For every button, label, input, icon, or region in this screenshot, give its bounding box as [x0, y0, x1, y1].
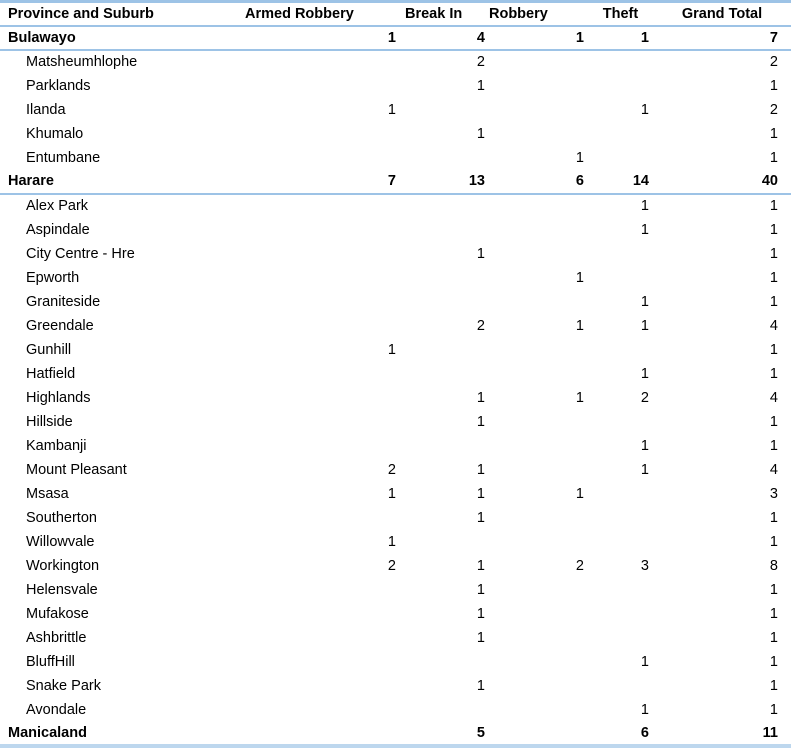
value-cell[interactable]: 1 — [476, 557, 485, 574]
suburb-label-cell[interactable]: Aspindale — [26, 221, 90, 238]
suburb-label-cell[interactable]: Mount Pleasant — [26, 461, 127, 478]
value-cell[interactable]: 1 — [769, 629, 778, 646]
value-cell[interactable]: 1 — [769, 701, 778, 718]
value-cell[interactable]: 1 — [640, 221, 649, 238]
value-cell[interactable]: 1 — [769, 581, 778, 598]
value-cell[interactable] — [588, 50, 653, 74]
value-cell[interactable] — [240, 722, 400, 746]
value-cell[interactable] — [400, 98, 487, 122]
value-cell[interactable]: 1 — [769, 605, 778, 622]
column-header-theft[interactable]: Theft — [588, 2, 653, 26]
value-cell[interactable]: 3 — [640, 557, 649, 574]
value-cell[interactable]: 4 — [769, 461, 778, 478]
table-row — [0, 554, 791, 578]
suburb-label-cell[interactable]: Avondale — [26, 701, 87, 718]
pivot-table-body — [0, 26, 791, 746]
value-cell[interactable]: 2 — [476, 54, 485, 70]
value-cell[interactable]: 7 — [653, 26, 791, 50]
table-row — [0, 122, 791, 146]
value-cell[interactable]: 40 — [653, 170, 791, 194]
suburb-label-cell[interactable]: Graniteside — [26, 293, 101, 310]
value-cell[interactable]: 2 — [640, 389, 649, 406]
suburb-label-cell[interactable]: Helensvale — [26, 581, 98, 598]
value-cell[interactable] — [240, 362, 400, 386]
table-row — [0, 50, 791, 74]
value-cell[interactable] — [400, 146, 487, 170]
value-cell[interactable]: 1 — [640, 701, 649, 718]
value-cell[interactable]: 1 — [575, 389, 584, 406]
value-cell[interactable] — [400, 266, 487, 290]
value-cell[interactable] — [487, 650, 588, 674]
value-cell[interactable]: 1 — [387, 341, 396, 358]
header-row — [0, 2, 791, 26]
suburb-label-cell[interactable]: BluffHill — [26, 653, 75, 670]
value-cell[interactable]: 7 — [240, 170, 400, 194]
value-cell[interactable]: 1 — [769, 245, 778, 262]
value-cell[interactable]: 1 — [476, 245, 485, 262]
suburb-label-cell[interactable]: Snake Park — [26, 677, 101, 694]
column-header-robbery[interactable]: Robbery — [487, 2, 588, 26]
value-cell[interactable]: 1 — [487, 26, 588, 50]
value-cell[interactable] — [487, 698, 588, 722]
value-cell[interactable]: 1 — [769, 437, 778, 454]
value-cell[interactable]: 4 — [769, 389, 778, 406]
suburb-label-cell[interactable]: Willowvale — [26, 533, 95, 550]
table-row — [0, 722, 791, 746]
value-cell[interactable] — [400, 650, 487, 674]
suburb-label-cell[interactable]: Hatfield — [26, 365, 76, 382]
table-row — [0, 146, 791, 170]
suburb-label-cell[interactable]: Ashbrittle — [26, 629, 87, 646]
value-cell[interactable]: 1 — [769, 198, 778, 214]
value-cell[interactable]: 1 — [769, 653, 778, 670]
suburb-label-cell[interactable]: Greendale — [26, 317, 94, 334]
value-cell[interactable]: 2 — [387, 557, 396, 574]
value-cell[interactable]: 2 — [387, 461, 396, 478]
value-cell[interactable]: 4 — [400, 26, 487, 50]
value-cell[interactable] — [487, 362, 588, 386]
value-cell[interactable]: 2 — [769, 101, 778, 118]
table-row — [0, 26, 791, 50]
suburb-label-cell[interactable]: Kambanji — [26, 437, 87, 454]
value-cell[interactable] — [240, 290, 400, 314]
value-cell[interactable] — [487, 338, 588, 362]
value-cell[interactable]: 1 — [769, 269, 778, 286]
table-row — [0, 602, 791, 626]
value-cell[interactable]: 8 — [769, 557, 778, 574]
value-cell[interactable] — [487, 530, 588, 554]
column-header-province-suburb[interactable]: Province and Suburb — [0, 2, 240, 26]
suburb-label-cell[interactable]: Entumbane — [26, 149, 101, 166]
value-cell[interactable]: 2 — [476, 317, 485, 334]
suburb-label-cell[interactable]: Khumalo — [26, 125, 84, 142]
value-cell[interactable]: 1 — [769, 125, 778, 142]
value-cell[interactable] — [240, 434, 400, 458]
value-cell[interactable] — [588, 602, 653, 626]
value-cell[interactable]: 1 — [476, 461, 485, 478]
value-cell[interactable]: 2 — [769, 54, 778, 70]
value-cell[interactable]: 1 — [640, 461, 649, 478]
value-cell[interactable]: 1 — [476, 509, 485, 526]
value-cell[interactable] — [487, 122, 588, 146]
table-row — [0, 290, 791, 314]
value-cell[interactable] — [240, 50, 400, 74]
suburb-label-cell[interactable]: Alex Park — [26, 198, 89, 214]
table-row — [0, 434, 791, 458]
value-cell[interactable]: 1 — [575, 269, 584, 286]
value-cell[interactable]: 1 — [640, 293, 649, 310]
value-cell[interactable] — [487, 290, 588, 314]
value-cell[interactable] — [487, 242, 588, 266]
value-cell[interactable] — [487, 458, 588, 482]
suburb-label-cell[interactable]: Southerton — [26, 509, 97, 526]
value-cell[interactable]: 1 — [476, 485, 485, 502]
table-row — [0, 698, 791, 722]
value-cell[interactable] — [400, 338, 487, 362]
value-cell[interactable] — [400, 218, 487, 242]
value-cell[interactable] — [240, 650, 400, 674]
value-cell[interactable] — [240, 266, 400, 290]
value-cell[interactable]: 1 — [640, 317, 649, 334]
value-cell[interactable] — [240, 698, 400, 722]
value-cell[interactable] — [588, 122, 653, 146]
value-cell[interactable]: 6 — [588, 722, 653, 746]
value-cell[interactable]: 1 — [769, 221, 778, 238]
value-cell[interactable]: 1 — [476, 77, 485, 94]
value-cell[interactable]: 1 — [769, 149, 778, 166]
value-cell[interactable]: 1 — [640, 437, 649, 454]
suburb-label-cell[interactable]: Matsheumhlophe — [26, 54, 138, 70]
value-cell[interactable]: 1 — [387, 533, 396, 550]
table-row — [0, 194, 791, 218]
value-cell[interactable] — [588, 578, 653, 602]
column-header-armed-robbery[interactable]: Armed Robbery — [240, 2, 400, 26]
value-cell[interactable] — [588, 482, 653, 506]
value-cell[interactable] — [487, 674, 588, 698]
value-cell[interactable]: 1 — [640, 365, 649, 382]
value-cell[interactable]: 1 — [476, 389, 485, 406]
value-cell[interactable]: 1 — [640, 101, 649, 118]
value-cell[interactable]: 1 — [476, 605, 485, 622]
value-cell[interactable] — [400, 434, 487, 458]
value-cell[interactable] — [588, 242, 653, 266]
table-row — [0, 170, 791, 194]
value-cell[interactable] — [240, 674, 400, 698]
value-cell[interactable]: 1 — [588, 26, 653, 50]
value-cell[interactable]: 1 — [476, 581, 485, 598]
table-row — [0, 314, 791, 338]
value-cell[interactable] — [487, 98, 588, 122]
value-cell[interactable]: 14 — [588, 170, 653, 194]
value-cell[interactable] — [400, 362, 487, 386]
value-cell[interactable] — [240, 122, 400, 146]
value-cell[interactable] — [588, 530, 653, 554]
value-cell[interactable] — [240, 194, 400, 218]
table-row — [0, 74, 791, 98]
value-cell[interactable] — [240, 602, 400, 626]
value-cell[interactable] — [588, 146, 653, 170]
value-cell[interactable]: 1 — [575, 317, 584, 334]
province-label-cell[interactable]: Manicaland — [0, 722, 240, 746]
value-cell[interactable] — [487, 434, 588, 458]
value-cell[interactable] — [588, 506, 653, 530]
value-cell[interactable] — [487, 578, 588, 602]
value-cell[interactable] — [240, 626, 400, 650]
suburb-label-cell[interactable]: Ilanda — [26, 101, 66, 118]
table-row — [0, 458, 791, 482]
value-cell[interactable]: 13 — [400, 170, 487, 194]
value-cell[interactable] — [487, 602, 588, 626]
value-cell[interactable] — [240, 146, 400, 170]
table-row — [0, 674, 791, 698]
value-cell[interactable]: 1 — [769, 293, 778, 310]
table-row — [0, 218, 791, 242]
value-cell[interactable] — [487, 74, 588, 98]
value-cell[interactable] — [588, 338, 653, 362]
province-label-cell[interactable]: Bulawayo — [0, 26, 240, 50]
table-row — [0, 650, 791, 674]
value-cell[interactable]: 6 — [487, 170, 588, 194]
value-cell[interactable]: 11 — [653, 722, 791, 746]
suburb-label-cell[interactable]: Mufakose — [26, 605, 89, 622]
value-cell[interactable]: 1 — [240, 26, 400, 50]
value-cell[interactable]: 1 — [769, 365, 778, 382]
value-cell[interactable] — [487, 50, 588, 74]
table-row — [0, 530, 791, 554]
value-cell[interactable]: 1 — [769, 509, 778, 526]
value-cell[interactable]: 1 — [575, 149, 584, 166]
suburb-label-cell[interactable]: Epworth — [26, 269, 80, 286]
value-cell[interactable]: 5 — [400, 722, 487, 746]
suburb-label-cell[interactable]: City Centre - Hre — [26, 245, 135, 262]
table-row — [0, 98, 791, 122]
table-row — [0, 266, 791, 290]
value-cell[interactable] — [588, 674, 653, 698]
value-cell[interactable] — [400, 194, 487, 218]
value-cell[interactable] — [588, 410, 653, 434]
suburb-label-cell[interactable]: Gunhill — [26, 341, 72, 358]
value-cell[interactable] — [487, 218, 588, 242]
value-cell[interactable]: 2 — [575, 557, 584, 574]
value-cell[interactable] — [588, 74, 653, 98]
table-row — [0, 578, 791, 602]
value-cell[interactable] — [240, 386, 400, 410]
value-cell[interactable]: 1 — [476, 677, 485, 694]
value-cell[interactable]: 1 — [640, 198, 649, 214]
value-cell[interactable] — [240, 242, 400, 266]
table-row — [0, 626, 791, 650]
value-cell[interactable] — [487, 626, 588, 650]
column-header-grand-total[interactable]: Grand Total — [653, 2, 791, 26]
value-cell[interactable] — [588, 626, 653, 650]
value-cell[interactable]: 1 — [387, 101, 396, 118]
value-cell[interactable] — [240, 506, 400, 530]
value-cell[interactable]: 1 — [769, 341, 778, 358]
value-cell[interactable]: 3 — [769, 485, 778, 502]
value-cell[interactable] — [240, 410, 400, 434]
suburb-label-cell[interactable]: Workington — [26, 557, 100, 574]
value-cell[interactable] — [400, 290, 487, 314]
value-cell[interactable]: 1 — [769, 413, 778, 430]
table-row — [0, 338, 791, 362]
value-cell[interactable]: 1 — [769, 533, 778, 550]
table-row — [0, 386, 791, 410]
table-row — [0, 242, 791, 266]
suburb-label-cell[interactable]: Msasa — [26, 485, 69, 502]
value-cell[interactable]: 1 — [769, 77, 778, 94]
suburb-label-cell[interactable]: Parklands — [26, 77, 91, 94]
value-cell[interactable]: 1 — [476, 125, 485, 142]
table-row — [0, 410, 791, 434]
value-cell[interactable]: 1 — [476, 629, 485, 646]
column-header-break-in[interactable]: Break In — [400, 2, 487, 26]
value-cell[interactable] — [240, 74, 400, 98]
table-row — [0, 506, 791, 530]
value-cell[interactable] — [400, 530, 487, 554]
suburb-label-cell[interactable]: Highlands — [26, 389, 91, 406]
value-cell[interactable] — [240, 218, 400, 242]
table-row — [0, 482, 791, 506]
value-cell[interactable] — [400, 698, 487, 722]
value-cell[interactable]: 1 — [769, 677, 778, 694]
value-cell[interactable] — [487, 194, 588, 218]
value-cell[interactable] — [487, 722, 588, 746]
value-cell[interactable]: 1 — [387, 485, 396, 502]
value-cell[interactable] — [588, 266, 653, 290]
value-cell[interactable] — [487, 506, 588, 530]
value-cell[interactable] — [240, 314, 400, 338]
value-cell[interactable]: 1 — [640, 653, 649, 670]
value-cell[interactable] — [240, 578, 400, 602]
value-cell[interactable]: 1 — [476, 413, 485, 430]
value-cell[interactable]: 4 — [769, 317, 778, 334]
value-cell[interactable] — [487, 410, 588, 434]
value-cell[interactable]: 1 — [575, 485, 584, 502]
province-label-cell[interactable]: Harare — [0, 170, 240, 194]
suburb-label-cell[interactable]: Hillside — [26, 413, 73, 430]
table-row — [0, 362, 791, 386]
